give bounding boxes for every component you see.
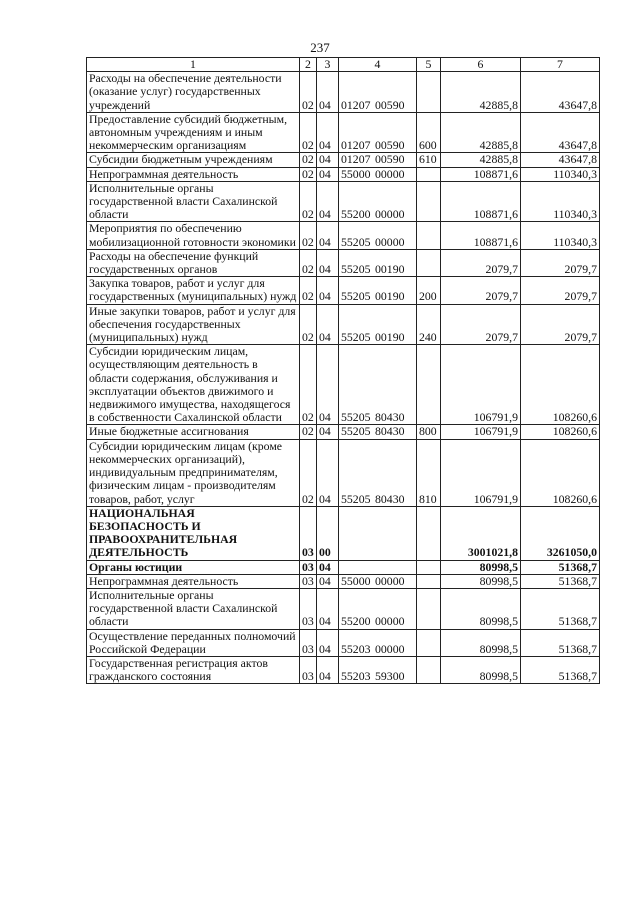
target-article-code [339,439,417,506]
amount-col-7: 108260,6 [521,439,600,506]
expense-type-code [417,345,441,425]
target-article-code [339,181,417,222]
amount-col-7: 51368,7 [521,574,600,588]
target-article-code [339,304,417,345]
section-code: 02 [300,153,317,167]
target-article-code [339,222,417,249]
target-direction-part: 00000 [375,167,405,181]
subsection-code: 04 [317,425,339,439]
expense-type-code [417,506,441,560]
section-code: 02 [300,425,317,439]
target-article-code [339,425,417,439]
amount-col-7: 51368,7 [521,588,600,629]
target-program-part: 01207 [341,97,371,112]
row-name: Иные закупки товаров, работ и услуг для обеспечения государственных (муниципальных) нужд [87,304,300,345]
table-row [87,506,600,560]
expense-type-code [417,167,441,181]
amount-col-7: 110340,3 [521,181,600,222]
table-row [87,439,600,506]
target-program-part: 01207 [341,152,371,167]
row-name: Закупка товаров, работ и услуг для государственных (муниципальных) нужд [87,277,300,304]
amount-col-6: 106791,9 [441,345,521,425]
target-program-part: 55205 [341,410,371,425]
amount-col-7: 110340,3 [521,222,600,249]
target-direction-part: 80430 [375,424,405,439]
amount-col-6: 2079,7 [441,304,521,345]
table-row [87,560,600,574]
amount-col-7: 110340,3 [521,167,600,181]
subsection-code: 04 [317,304,339,345]
amount-col-7: 2079,7 [521,304,600,345]
expense-type-code: 610 [417,153,441,167]
table-row [87,72,600,113]
target-direction-part: 59300 [375,669,405,684]
amount-col-7: 108260,6 [521,425,600,439]
row-name: Расходы на обеспечение функций государственных органов [87,249,300,276]
row-name: Непрограммная деятельность [87,167,300,181]
row-name: Государственная регистрация актов гражданского состояния [87,656,300,683]
target-program-part: 55205 [341,262,371,277]
amount-col-6: 108871,6 [441,181,521,222]
subsection-code: 04 [317,588,339,629]
row-name: Субсидии бюджетным учреждениям [87,153,300,167]
expense-type-code [417,249,441,276]
amount-col-6: 42885,8 [441,112,521,153]
section-code: 03 [300,629,317,656]
amount-col-7: 51368,7 [521,560,600,574]
table-row [87,181,600,222]
table-row [87,153,600,167]
target-program-part: 55203 [341,641,371,656]
target-direction-part: 00190 [375,289,405,304]
target-direction-part: 00190 [375,330,405,345]
target-article-code [339,629,417,656]
amount-col-6: 80998,5 [441,560,521,574]
expense-type-code [417,222,441,249]
budget-table [86,57,600,684]
row-name: Расходы на обеспечение деятельности (оказание услуг) государственных учреждений [87,72,300,113]
section-code: 02 [300,222,317,249]
table-row [87,304,600,345]
expense-type-code [417,560,441,574]
amount-col-6: 106791,9 [441,425,521,439]
target-article-code [339,506,417,560]
amount-col-7: 51368,7 [521,656,600,683]
section-code: 03 [300,506,317,560]
section-code: 03 [300,588,317,629]
subsection-code: 04 [317,222,339,249]
section-code: 03 [300,656,317,683]
subsection-code: 04 [317,277,339,304]
target-program-part: 55000 [341,574,371,588]
subsection-code: 04 [317,112,339,153]
row-name: Субсидии юридическим лицам, осуществляющим деятельность в области содержания, обслуживания и эксплуатации объектов движимого и недвижимого имущества, находящегося в собственности Сахалинской области [87,345,300,425]
section-code: 02 [300,345,317,425]
amount-col-6: 80998,5 [441,588,521,629]
target-direction-part: 00590 [375,97,405,112]
section-code: 02 [300,167,317,181]
row-name: Исполнительные органы государственной власти Сахалинской области [87,588,300,629]
row-name: Исполнительные органы государственной власти Сахалинской области [87,181,300,222]
amount-col-7: 43647,8 [521,153,600,167]
target-program-part: 55203 [341,669,371,684]
amount-col-6: 42885,8 [441,153,521,167]
subsection-code: 04 [317,167,339,181]
target-direction-part: 00000 [375,234,405,249]
header-col-7: 7 [521,58,600,72]
section-code: 02 [300,112,317,153]
table-header-row [87,58,600,72]
table-row [87,656,600,683]
target-article-code [339,560,417,574]
expense-type-code: 800 [417,425,441,439]
table-body [87,72,600,684]
table-row [87,167,600,181]
target-program-part: 55200 [341,207,371,222]
expense-type-code [417,72,441,113]
section-code: 03 [300,560,317,574]
subsection-code: 04 [317,345,339,425]
target-article-code [339,656,417,683]
target-program-part: 55205 [341,424,371,439]
amount-col-6: 106791,9 [441,439,521,506]
amount-col-6: 108871,6 [441,222,521,249]
row-name: Субсидии юридическим лицам (кроме некоммерческих организаций), индивидуальным предпринимателям, физическим лицам - производителям товаров, работ, услуг [87,439,300,506]
subsection-code: 04 [317,656,339,683]
target-article-code [339,153,417,167]
amount-col-7: 43647,8 [521,72,600,113]
target-program-part: 55205 [341,289,371,304]
header-col-1: 1 [87,58,300,72]
amount-col-6: 80998,5 [441,656,521,683]
row-name: Иные бюджетные ассигнования [87,425,300,439]
header-col-2: 2 [300,58,317,72]
section-code: 02 [300,277,317,304]
target-article-code [339,588,417,629]
section-code: 02 [300,181,317,222]
row-name: Осуществление переданных полномочий Российской Федерации [87,629,300,656]
amount-col-6: 3001021,8 [441,506,521,560]
target-article-code [339,249,417,276]
expense-type-code: 200 [417,277,441,304]
target-direction-part: 00190 [375,262,405,277]
amount-col-6: 42885,8 [441,72,521,113]
subsection-code: 04 [317,181,339,222]
table-row [87,574,600,588]
header-col-6: 6 [441,58,521,72]
amount-col-7: 51368,7 [521,629,600,656]
target-article-code [339,277,417,304]
subsection-code: 04 [317,72,339,113]
page-number: 237 [310,40,330,55]
target-program-part: 55205 [341,491,371,506]
row-name: Органы юстиции [87,560,300,574]
table-row [87,345,600,425]
header-col-3: 3 [317,58,339,72]
section-code: 02 [300,439,317,506]
amount-col-7: 108260,6 [521,345,600,425]
target-program-part: 01207 [341,138,371,153]
amount-col-7: 2079,7 [521,249,600,276]
subsection-code: 04 [317,629,339,656]
expense-type-code [417,656,441,683]
target-direction-part: 00000 [375,207,405,222]
row-name: Предоставление субсидий бюджетным, автономным учреждениям и иным некоммерческим организациям [87,112,300,153]
target-program-part: 55205 [341,330,371,345]
subsection-code: 04 [317,439,339,506]
subsection-code: 04 [317,560,339,574]
amount-col-7: 3261050,0 [521,506,600,560]
expense-type-code [417,588,441,629]
expense-type-code [417,574,441,588]
target-direction-part: 80430 [375,410,405,425]
subsection-code: 00 [317,506,339,560]
section-code: 03 [300,574,317,588]
header-col-5: 5 [417,58,441,72]
header-col-4: 4 [339,58,417,72]
target-program-part: 55200 [341,614,371,629]
section-code: 02 [300,249,317,276]
target-direction-part: 00590 [375,138,405,153]
target-article-code [339,345,417,425]
row-name: Мероприятия по обеспечению мобилизационной готовности экономики [87,222,300,249]
amount-col-6: 2079,7 [441,249,521,276]
amount-col-6: 2079,7 [441,277,521,304]
table-row [87,112,600,153]
subsection-code: 04 [317,153,339,167]
target-article-code [339,112,417,153]
target-direction-part: 00000 [375,641,405,656]
amount-col-7: 43647,8 [521,112,600,153]
target-direction-part: 80430 [375,491,405,506]
section-code: 02 [300,72,317,113]
table-row [87,249,600,276]
target-article-code [339,167,417,181]
table-row [87,425,600,439]
amount-col-7: 2079,7 [521,277,600,304]
table-row [87,222,600,249]
target-program-part: 55000 [341,167,371,181]
expense-type-code [417,629,441,656]
expense-type-code: 240 [417,304,441,345]
amount-col-6: 80998,5 [441,629,521,656]
amount-col-6: 108871,6 [441,167,521,181]
expense-type-code [417,181,441,222]
target-direction-part: 00000 [375,574,405,588]
table-row [87,588,600,629]
expense-type-code: 810 [417,439,441,506]
expense-type-code: 600 [417,112,441,153]
table-row [87,629,600,656]
target-article-code [339,72,417,113]
target-direction-part: 00590 [375,152,405,167]
target-program-part: 55205 [341,234,371,249]
subsection-code: 04 [317,249,339,276]
row-name: НАЦИОНАЛЬНАЯ БЕЗОПАСНОСТЬ И ПРАВООХРАНИТЕЛЬНАЯ ДЕЯТЕЛЬНОСТЬ [87,506,300,560]
row-name: Непрограммная деятельность [87,574,300,588]
section-code: 02 [300,304,317,345]
target-direction-part: 00000 [375,614,405,629]
table-row [87,277,600,304]
target-article-code [339,574,417,588]
subsection-code: 04 [317,574,339,588]
amount-col-6: 80998,5 [441,574,521,588]
